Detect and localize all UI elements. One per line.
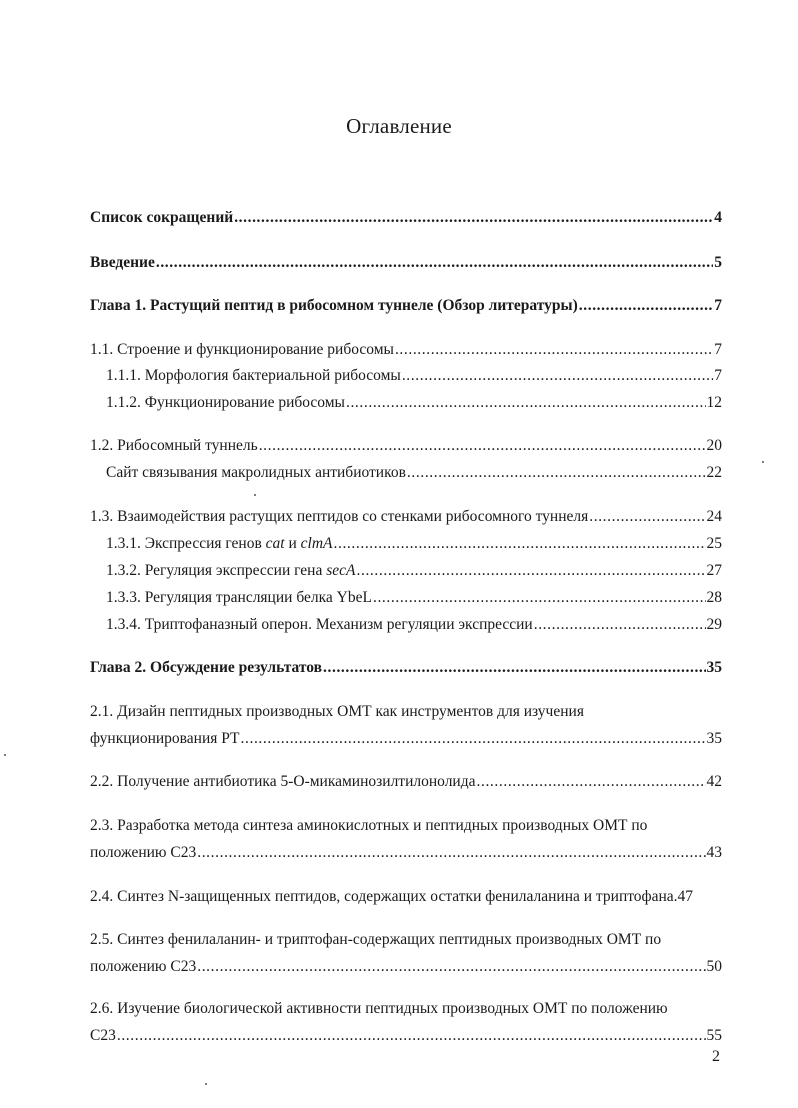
toc-leader-dots [259, 434, 706, 458]
scan-speck [254, 494, 256, 496]
toc-entry-page: 20 [706, 437, 722, 454]
toc-leader-dots [407, 461, 706, 485]
toc-entry-label: Глава 1. Растущий пептид в рибосомном туннеле (Обзор литературы) [90, 297, 578, 314]
toc-entry-1-1-2[interactable] [0, 391, 798, 415]
toc-entry-label [106, 532, 333, 556]
toc-entry-2-6-line1: 2.6. Изучение биологической активности пептидных производных ОМТ по положению [90, 1000, 668, 1017]
gene-name-seca: secA [326, 562, 356, 579]
toc-leader-dots [534, 613, 706, 637]
toc-entry-label-text: 1.3.2. Регуляция экспрессии гена [106, 562, 327, 579]
toc-leader-dots [373, 586, 706, 610]
toc-entry-page: 4 [714, 209, 722, 226]
toc-entry-label: положению С23 [90, 958, 197, 975]
toc-entry-1-1-1[interactable] [0, 364, 798, 388]
toc-entry-label: 1.1.1. Морфология бактериальной рибосомы [106, 367, 401, 384]
toc-entry-label: 1.1.2. Функционирование рибосомы [106, 394, 345, 411]
scan-speck [205, 1083, 207, 1085]
toc-leader-dots [334, 532, 706, 556]
toc-entry-page: 35 [706, 730, 722, 747]
toc-entry-page: 25 [706, 535, 722, 552]
toc-entry-2-3[interactable] [0, 841, 798, 865]
toc-leader-dots [234, 206, 713, 230]
toc-entry-macrolide-binding-site[interactable] [0, 461, 798, 485]
toc-entry-page: 12 [706, 394, 722, 411]
toc-entry-label: функционирования РТ [90, 730, 240, 747]
toc-entry-page: 35 [706, 659, 722, 676]
toc-leader-dots [323, 656, 705, 680]
toc-entry-1-2[interactable] [0, 434, 798, 458]
toc-entry-page: 22 [706, 464, 722, 481]
toc-entry-page: 29 [706, 616, 722, 633]
toc-entry-1-3-2[interactable] [0, 559, 798, 583]
toc-entry-2-6[interactable] [0, 1024, 798, 1048]
toc-entry-2-5[interactable] [0, 955, 798, 979]
toc-leader-dots [402, 364, 713, 388]
toc-entry-page: 27 [706, 562, 722, 579]
toc-entry-page: 5 [714, 254, 722, 271]
toc-entry-label: положению С23 [90, 844, 197, 861]
toc-leader-dots [156, 251, 713, 275]
gene-name-clma: clmA [300, 535, 333, 552]
toc-entry-chapter-1[interactable] [0, 294, 798, 318]
toc-entry-label: 1.2. Рибосомный туннель [90, 437, 258, 454]
toc-entry-label: 1.3. Взаимодействия растущих пептидов со стенками рибосомного туннеля [90, 508, 589, 525]
toc-entry-abbreviations[interactable] [0, 206, 798, 230]
toc-leader-dots [579, 294, 713, 318]
toc-entry-2-1-line1: 2.1. Дизайн пептидных производных ОМТ как инструментов для изучения [90, 703, 584, 720]
toc-entry-1-3-4[interactable] [0, 613, 798, 637]
toc-entry-label: 1.3.3. Регуляция трансляции белка YbeL [106, 589, 372, 606]
toc-entry-page: 50 [706, 958, 722, 975]
toc-entry-2-2[interactable] [0, 770, 798, 794]
toc-entry-label: 1.1. Строение и функционирование рибосомы [90, 341, 394, 358]
toc-entry-label: Введение [90, 254, 155, 271]
toc-entry-label-conjunction: и [284, 535, 301, 552]
page-number: 2 [712, 1048, 720, 1065]
gene-name-cat: cat [265, 535, 285, 552]
toc-entry-label: Список сокращений [90, 209, 234, 226]
toc-leader-dots [197, 841, 705, 865]
toc-entry-label: Сайт связывания макролидных антибиотиков [106, 464, 406, 481]
toc-leader-dots [395, 338, 713, 362]
toc-entry-page: 24 [706, 508, 722, 525]
toc-entry-page: 7 [714, 341, 722, 358]
toc-leader-dots [346, 391, 706, 415]
toc-entry-page: 42 [706, 773, 722, 790]
toc-leader-dots [117, 1024, 706, 1048]
toc-entry-1-3-1[interactable] [0, 532, 798, 556]
toc-entry-page: 7 [714, 297, 722, 314]
scan-speck [762, 461, 764, 463]
toc-entry-introduction[interactable] [0, 251, 798, 275]
toc-entry-label: 2.2. Получение антибиотика 5-О-микаминозилтилонолида [90, 773, 476, 790]
toc-entry-page: 43 [706, 844, 722, 861]
toc-leader-dots [357, 559, 706, 583]
toc-entry-label: С23 [90, 1027, 116, 1044]
toc-entry-label: 2.4. Синтез N-защищенных пептидов, содержащих остатки фенилаланина и триптофана. [90, 888, 678, 905]
toc-entry-label [106, 559, 356, 583]
toc-entry-page: 55 [706, 1027, 722, 1044]
toc-leader-dots [477, 770, 706, 794]
toc-leader-dots [589, 505, 705, 529]
toc-entry-chapter-2[interactable] [0, 656, 798, 680]
toc-entry-label: 1.3.4. Триптофаназный оперон. Механизм регуляции экспрессии [106, 616, 533, 633]
toc-entry-2-3-line1: 2.3. Разработка метода синтеза аминокислотных и пептидных производных ОМТ по [90, 817, 648, 834]
toc-entry-label: Глава 2. Обсуждение результатов [90, 659, 323, 676]
toc-entry-label-text: 1.3.1. Экспрессия генов [106, 535, 266, 552]
toc-entry-1-1[interactable] [0, 338, 798, 362]
scan-speck [4, 754, 6, 756]
toc-entry-page: 7 [714, 367, 722, 384]
toc-entry-1-3-3[interactable] [0, 586, 798, 610]
toc-leader-dots [197, 955, 705, 979]
toc-entry-page: 28 [706, 589, 722, 606]
toc-entry-page: 47 [677, 888, 694, 905]
toc-entry-2-1[interactable] [0, 727, 798, 751]
toc-entry-2-5-line1: 2.5. Синтез фенилаланин- и триптофан-содержащих пептидных производных ОМТ по [90, 931, 662, 948]
toc-leader-dots [241, 727, 706, 751]
toc-entry-1-3[interactable] [0, 505, 798, 529]
toc-entry-2-4[interactable] [0, 885, 798, 909]
page-title: Оглавление [346, 114, 452, 138]
